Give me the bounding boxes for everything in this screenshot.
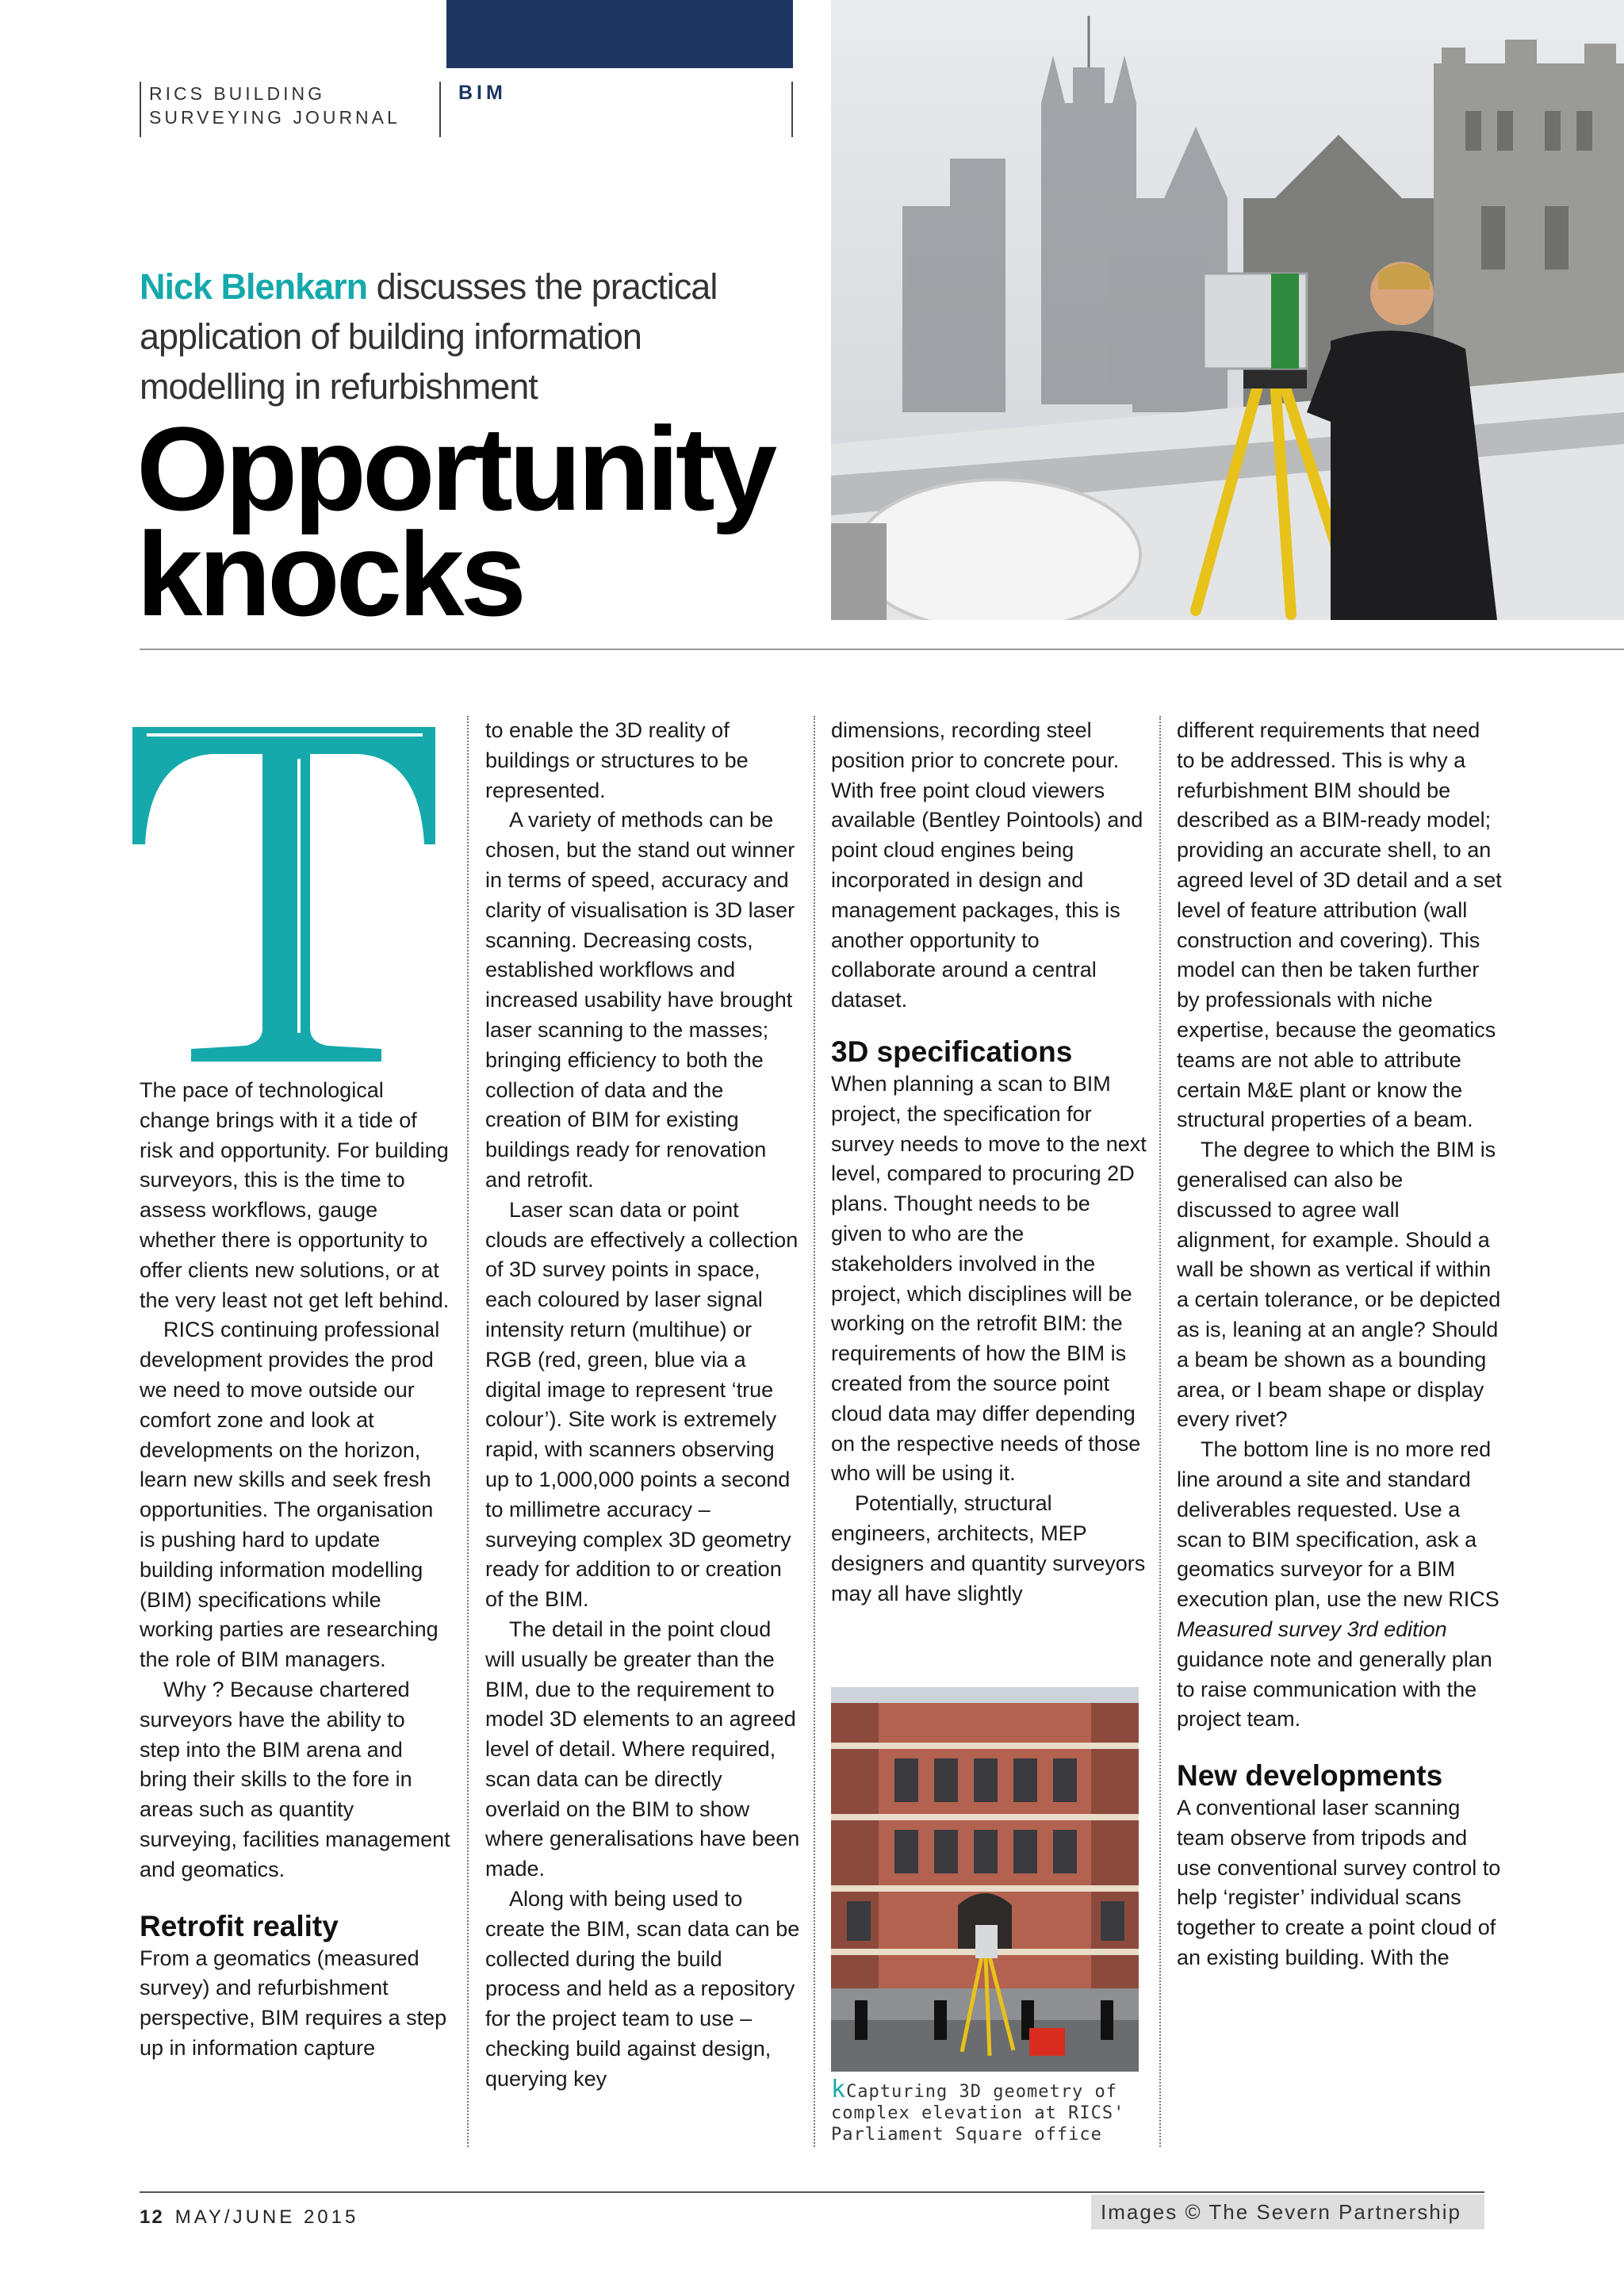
header-color-bar [446, 0, 793, 68]
main-photo-illustration [831, 0, 1624, 620]
caption-text: Capturing 3D geometry of complex elevation at RICS' Parliament Square office [831, 2082, 1125, 2145]
column-2 [485, 716, 801, 2095]
drop-cap [129, 718, 446, 1066]
building-photo-illustration [831, 1687, 1139, 2072]
body-paragraph: From a geomatics (measured survey) and refurbishment perspective, BIM requires a step up in information capture [140, 1946, 447, 2060]
caption-marker: k [831, 2076, 847, 2103]
body-paragraph: Potentially, structural engineers, architects, MEP designers and quantity surveyors may all have slightly [831, 1491, 1146, 1605]
standfirst [140, 262, 790, 411]
body-paragraph: When planning a scan to BIM project, the specification for survey needs to move to the next level, compared to procuring 2D plans. Thought needs to be given to who are the stakeholders involved in the project, which disciplines will be working on the retrofit BIM: the requirements of how the BIM is created from the source point cloud data may differ depending on the respective needs of those who will be using it. [831, 1071, 1147, 1486]
drop-cap-letter-glyph [129, 718, 446, 1066]
column-separator [467, 716, 469, 2147]
column-1 [140, 1076, 450, 2064]
journal-name [140, 82, 441, 137]
subheading-new-developments: New developments [1177, 1759, 1443, 1793]
column-3 [831, 716, 1147, 1609]
body-paragraph: Along with being used to create the BIM, scan data can be collected during the build process and held as a repository for the project team to use – checking build against design, querying key [485, 1887, 800, 2091]
body-paragraph: to enable the 3D reality of buildings or structures to be represented. [485, 718, 749, 802]
body-paragraph: A conventional laser scanning team observe from tripods and use conventional survey control to help ‘register’ individual scans together to create a point cloud of an existing building. With the [1177, 1796, 1501, 1970]
body-text: guidance note and generally plan to raise communication with the project team. [1177, 1647, 1492, 1732]
building-photo [831, 1687, 1139, 2072]
headline [136, 402, 818, 641]
subheading-retrofit-reality: Retrofit reality [140, 1909, 339, 1942]
column-separator [1159, 716, 1161, 2147]
headline-rule [140, 649, 1624, 650]
footer-rule [140, 2191, 1484, 2193]
author-name: Nick Blenkarn [140, 266, 368, 307]
headline-line2: knocks [136, 507, 523, 641]
folio [140, 2206, 358, 2229]
column-separator [814, 716, 815, 2147]
header-divider [791, 82, 793, 137]
body-paragraph: dimensions, recording steel position prior to concrete pour. With free point cloud viewers available (Bentley Pointools) and point cloud engines being incorporated in design and management packages, this is another opportunity to collaborate around a central dataset. [831, 718, 1143, 1012]
journal-name-line2: SURVEYING JOURNAL [149, 107, 400, 128]
photo-caption [831, 2076, 1164, 2145]
journal-name-line1: RICS BUILDING [149, 83, 325, 104]
subheading-3d-specifications: 3D specifications [831, 1035, 1073, 1068]
body-paragraph: The pace of technological change brings with it a tide of risk and opportunity. For building surveyors, this is the time to assess workflows, gauge whether there is opportunity to offer clients new solutions, or at the very least not get left behind. [140, 1078, 450, 1312]
issue-date: MAY/JUNE 2015 [174, 2206, 359, 2228]
column-4 [1177, 716, 1502, 1973]
body-paragraph: different requirements that need to be addressed. This is why a refurbishment BIM should be described as a BIM-ready model; providing an accurate shell, to an agreed level of 3D detail and a set level of feature attribution (wall construction and covering). This model can then be taken further by professionals with niche expertise, because the geomatics teams are not able to attribute certain M&E plant or know the structural properties of a beam. [1177, 718, 1502, 1132]
body-paragraph: Why ? Because chartered surveyors have the ability to step into the BIM arena and bring their skills to the fore in areas such as quantity surveying, facilities management and geomatics. [140, 1677, 450, 1881]
section-tag: BIM [458, 82, 507, 104]
publication-title: Measured survey 3rd edition [1177, 1617, 1447, 1641]
body-paragraph: The degree to which the BIM is generalised can also be discussed to agree wall alignment, for example. Should a wall be shown as vertical if within a certain tolerance, or be depicted as is, leaning at an angle? Should a beam be shown as a bounding area, or I beam shape or display every rivet? [1177, 1138, 1501, 1432]
body-paragraph: Laser scan data or point clouds are effectively a collection of 3D survey points in space, each coloured by laser signal intensity return (multihue) or RGB (red, green, blue via a digital image to represent ‘true colour’). Site work is extremely rapid, with scanners observing up to 1,000,000 points a second to millimetre accuracy – surveying complex 3D geometry ready for addition to or creation of the BIM. [485, 1197, 799, 1612]
page-number: 12 [140, 2206, 164, 2228]
body-paragraph: A variety of methods can be chosen, but the stand out winner in terms of speed, accuracy and clarity of visualisation is 3D laser scanning. Decreasing costs, established workflows and increased usability have brought laser scanning to the masses; bringing efficiency to both the collection of data and the creation of BIM for existing buildings ready for renovation and retrofit. [485, 808, 795, 1192]
body-text: The bottom line is no more red line around a site and standard deliverables requested. Use a scan to BIM specification, ask a geomatics surveyor for a BIM execution plan, use the new RICS [1177, 1437, 1500, 1612]
body-paragraph: The detail in the point cloud will usually be greater than the BIM, due to the requirement to model 3D elements to an agreed level of detail. Where required, scan data can be directly overlaid on the BIM to show where generalisations have been made. [485, 1617, 800, 1881]
standfirst-text: discusses the practical application of building information modelling in refurbishment [140, 266, 718, 407]
body-paragraph [1177, 1435, 1502, 1735]
image-credit: Images © The Severn Partnership [1091, 2195, 1484, 2229]
headline-line1: Opportunity [136, 402, 774, 535]
main-photo [831, 0, 1624, 620]
body-paragraph: RICS continuing professional development provides the prod we need to move outside our comfort zone and look at developments on the horizon, learn new skills and seek fresh opportunities. The organisation is pushing hard to update building information modelling (BIM) specifications while working parties are researching the role of BIM managers. [140, 1318, 440, 1672]
